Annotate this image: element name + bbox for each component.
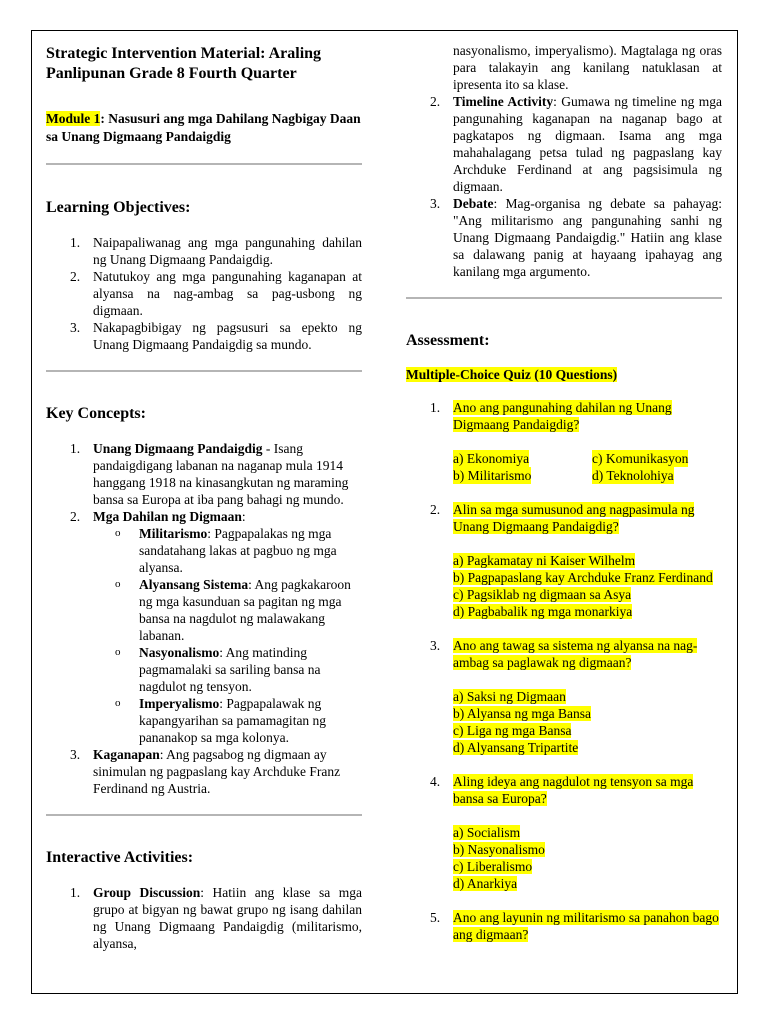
- answer-option: [406, 858, 722, 875]
- option-text: b) Nasyonalismo: [453, 842, 545, 857]
- option-text: d) Alyansang Tripartite: [453, 740, 579, 755]
- causes-sublist: [93, 525, 362, 746]
- module-label: Module 1: [46, 111, 101, 126]
- quiz-question: 2. Alin sa mga sumusunod ang nagpasimula ng Unang Digmaang Pandaigdig?: [430, 502, 695, 534]
- activity-term: Debate: [453, 196, 494, 211]
- answer-option: [406, 705, 722, 722]
- section-divider: [406, 297, 722, 299]
- answer-option: d) Teknolohiya: [592, 468, 674, 483]
- question-text: Alin sa mga sumusunod ang nagpasimula ng Unang Digmaang Pandaigdig?: [453, 502, 695, 534]
- cause-text: : Ang pagkakaroon ng mga kasunduan sa pagitan ng mga bansa na nagdulot ng malawakang labanan.: [139, 577, 351, 643]
- list-item: 3. Kaganapan: Ang pagsabog ng digmaan ay sinimulan ng pagpaslang kay Archduke Franz Ferdinand ng Austria.: [70, 747, 341, 796]
- answer-option: [406, 603, 722, 620]
- cause-text: : Pagpapalawak ng kapangyarihan sa pamamagitan ng pananakop sa mga kolonya.: [139, 696, 327, 745]
- answer-option: [406, 688, 722, 705]
- answer-option: c) Komunikasyon: [592, 451, 689, 466]
- activities-list-continued: [406, 42, 722, 280]
- option-text: a) Saksi ng Digmaan: [453, 689, 566, 704]
- answer-option: [406, 586, 722, 603]
- answer-option: [406, 875, 722, 892]
- answer-option: [406, 552, 722, 569]
- option-text: b) Pagpapaslang kay Archduke Franz Ferdinand: [453, 570, 713, 585]
- activity-text: : Mag-organisa ng debate sa pahayag: "Ang militarismo ang pangunahing sanhi ng Unang Digmaang Pandaigdig." Hatiin ang klase sa dalawang panig at hayaang ipahayag ang kanilang mga argumento.: [453, 196, 722, 279]
- list-item: 2. Natutukoy ang mga pangunahing kaganapan at alyansa na nag-ambag sa pag-usbong ng digmaan.: [70, 269, 362, 318]
- option-row: [406, 467, 722, 484]
- question-text: Aling ideya ang nagdulot ng tensyon sa mga bansa sa Europa?: [453, 774, 694, 806]
- answer-option: b) Militarismo: [453, 468, 532, 483]
- list-item: 1. Unang Digmaang Pandaigdig - Isang pandaigdigang labanan na naganap mula 1914 hanggang 1918 na kinasangkutan ng maraming bansa sa Europa at iba pang bahagi ng mundo.: [70, 441, 349, 507]
- option-text: c) Liberalismo: [453, 859, 533, 874]
- option-text: a) Pagkamatay ni Kaiser Wilhelm: [453, 553, 636, 568]
- activity-term: Group Discussion: [93, 885, 201, 900]
- quiz-question: 3. Ano ang tawag sa sistema ng alyansa na nag-ambag sa paglawak ng digmaan?: [430, 638, 698, 670]
- answer-option: [406, 569, 722, 586]
- objectives-list: [46, 234, 362, 353]
- sublist-item: o Imperyalismo: Pagpapalawak ng kapangyarihan sa pamamagitan ng pananakop sa mga kolonya.: [115, 696, 327, 745]
- left-column: [46, 44, 362, 952]
- document-title: Strategic Intervention Material: Araling Panlipunan Grade 8 Fourth Quarter: [46, 45, 322, 82]
- list-item: 2. Mga Dahilan ng Digmaan: o Militarismo: Pagpapalakas ng mga sandatahang lakas at pagbuo ng mga alyansa. o Alyansang Sistema: Ang pagkakaroon ng mga kasunduan sa pagitan ng mga bansa na nagdulot ng malawakang labanan. o Nasyonalismo: Ang matinding pagmamalaki sa sariling bansa na nagdulot ng tensyon. o Imperyalismo: Pagpapalawak ng kapangyarihan sa pamamagitan ng pananakop sa mga kolonya.: [46, 508, 362, 746]
- concept-term: Kaganapan: [93, 747, 160, 762]
- concept-term: Unang Digmaang Pandaigdig: [93, 441, 263, 456]
- section-divider: [46, 163, 362, 165]
- right-column: [406, 42, 722, 943]
- cause-term: Alyansang Sistema: [139, 577, 249, 592]
- list-item: 3. Debate: Mag-organisa ng debate sa pahayag: "Ang militarismo ang pangunahing sanhi ng Unang Digmaang Pandaigdig." Hatiin ang klase sa dalawang panig at hayaang ipahayag ang kanilang mga argumento.: [430, 196, 722, 279]
- concept-text: - Isang pandaigdigang labanan na naganap mula 1914 hanggang 1918 na kinasangkutan ng maraming bansa sa Europa at iba pang bahagi ng mundo.: [93, 441, 349, 507]
- list-item: 2. Timeline Activity: Gumawa ng timeline ng mga pangunahing kaganapan na naganap bago at pagkatapos ng digmaan. Isama ang mga mahahalagang petsa tulad ng pagpaslang kay Archduke Ferdinand at ang pagsisimula ng digmaan.: [430, 94, 722, 194]
- answer-option: [406, 739, 722, 756]
- cause-term: Militarismo: [139, 526, 208, 541]
- option-text: a) Socialism: [453, 825, 521, 840]
- sublist-item: o Militarismo: Pagpapalakas ng mga sandatahang lakas at pagbuo ng mga alyansa.: [115, 526, 337, 575]
- cause-text: : Ang matinding pagmamalaki sa sariling bansa na nagdulot ng tensyon.: [139, 645, 321, 694]
- question-text: Ano ang pangunahing dahilan ng Unang Digmaang Pandaigdig?: [453, 400, 672, 432]
- cause-term: Nasyonalismo: [139, 645, 220, 660]
- section-divider: [46, 814, 362, 816]
- quiz-question: 5. Ano ang layunin ng militarismo sa panahon bago ang digmaan?: [430, 910, 719, 942]
- answer-option: [406, 841, 722, 858]
- question-text: Ano ang layunin ng militarismo sa panahon bago ang digmaan?: [453, 910, 719, 942]
- option-text: c) Pagsiklab ng digmaan sa Asya: [453, 587, 632, 602]
- cause-text: : Pagpapalakas ng mga sandatahang lakas at pagbuo ng mga alyansa.: [139, 526, 337, 575]
- concepts-list: [46, 440, 362, 797]
- activity-text: nasyonalismo, imperyalismo). Magtalaga ng oras para talakayin ang kanilang natuklasan at ipresenta ito sa klase.: [453, 43, 722, 92]
- activities-heading: Interactive Activities:: [46, 849, 194, 866]
- answer-option: a) Ekonomiya: [453, 451, 530, 466]
- objective-text: Naipapaliwanag ang mga pangunahing dahilan ng Unang Digmaang Pandaigdig.: [93, 235, 362, 267]
- question-text: Ano ang tawag sa sistema ng alyansa na nag-ambag sa paglawak ng digmaan?: [453, 638, 698, 670]
- activity-term: Timeline Activity: [453, 94, 554, 109]
- list-item: 3. Nakapagbibigay ng pagsusuri sa epekto ng Unang Digmaang Pandaigdig sa mundo.: [70, 320, 362, 352]
- answer-option: [406, 824, 722, 841]
- list-item: 1. Naipapaliwanag ang mga pangunahing dahilan ng Unang Digmaang Pandaigdig.: [70, 235, 362, 267]
- option-text: c) Liga ng mga Bansa: [453, 723, 572, 738]
- option-text: d) Pagbabalik ng mga monarkiya: [453, 604, 633, 619]
- quiz-question: 1. Ano ang pangunahing dahilan ng Unang Digmaang Pandaigdig?: [430, 400, 672, 432]
- objective-text: Nakapagbibigay ng pagsusuri sa epekto ng Unang Digmaang Pandaigdig sa mundo.: [93, 320, 362, 352]
- objective-text: Natutukoy ang mga pangunahing kaganapan at alyansa na nag-ambag sa pag-usbong ng digmaan.: [93, 269, 362, 318]
- concept-text: :: [241, 509, 246, 524]
- activities-list: [46, 884, 362, 952]
- option-row: [406, 450, 722, 467]
- sublist-item: o Nasyonalismo: Ang matinding pagmamalaki sa sariling bansa na nagdulot ng tensyon.: [115, 645, 321, 694]
- list-item: 1. Group Discussion: Hatiin ang klase sa mga grupo at bigyan ng bawat grupo ng isang dahilan ng Unang Digmaang Pandaigdig (militarismo, alyansa,: [70, 885, 362, 951]
- option-text: b) Alyansa ng mga Bansa: [453, 706, 591, 721]
- sublist-item: o Alyansang Sistema: Ang pagkakaroon ng mga kasunduan sa pagitan ng mga bansa na nagdulot ng malawakang labanan.: [115, 577, 351, 643]
- answer-option: [406, 722, 722, 739]
- quiz-title: Multiple-Choice Quiz (10 Questions): [406, 367, 618, 382]
- activity-text: : Gumawa ng timeline ng mga pangunahing kaganapan na naganap bago at pagkatapos ng digmaan. Isama ang mga mahahalagang petsa tulad ng pagpaslang kay Archduke Ferdinand at ang pagsisimula ng digmaan.: [453, 94, 722, 194]
- module-text: : Nasusuri ang mga Dahilang Nagbigay Daan sa Unang Digmaang Pandaigdig: [46, 111, 361, 144]
- module-heading: [46, 110, 362, 146]
- cause-term: Imperyalismo: [139, 696, 220, 711]
- concept-term: Mga Dahilan ng Digmaan: [93, 509, 242, 524]
- objectives-heading: Learning Objectives:: [46, 199, 191, 216]
- list-item: [406, 42, 722, 93]
- activity-text: : Hatiin ang klase sa mga grupo at bigyan ng bawat grupo ng isang dahilan ng Unang Digmaang Pandaigdig (militarismo, alyansa,: [93, 885, 362, 951]
- quiz-question: 4. Aling ideya ang nagdulot ng tensyon sa mga bansa sa Europa?: [430, 774, 694, 806]
- concept-text: : Ang pagsabog ng digmaan ay sinimulan ng pagpaslang kay Archduke Franz Ferdinand ng Austria.: [93, 747, 341, 796]
- assessment-heading: Assessment:: [406, 332, 490, 349]
- quiz-subheading: [406, 366, 722, 383]
- concepts-heading: Key Concepts:: [46, 405, 146, 422]
- section-divider: [46, 370, 362, 372]
- option-text: d) Anarkiya: [453, 876, 518, 891]
